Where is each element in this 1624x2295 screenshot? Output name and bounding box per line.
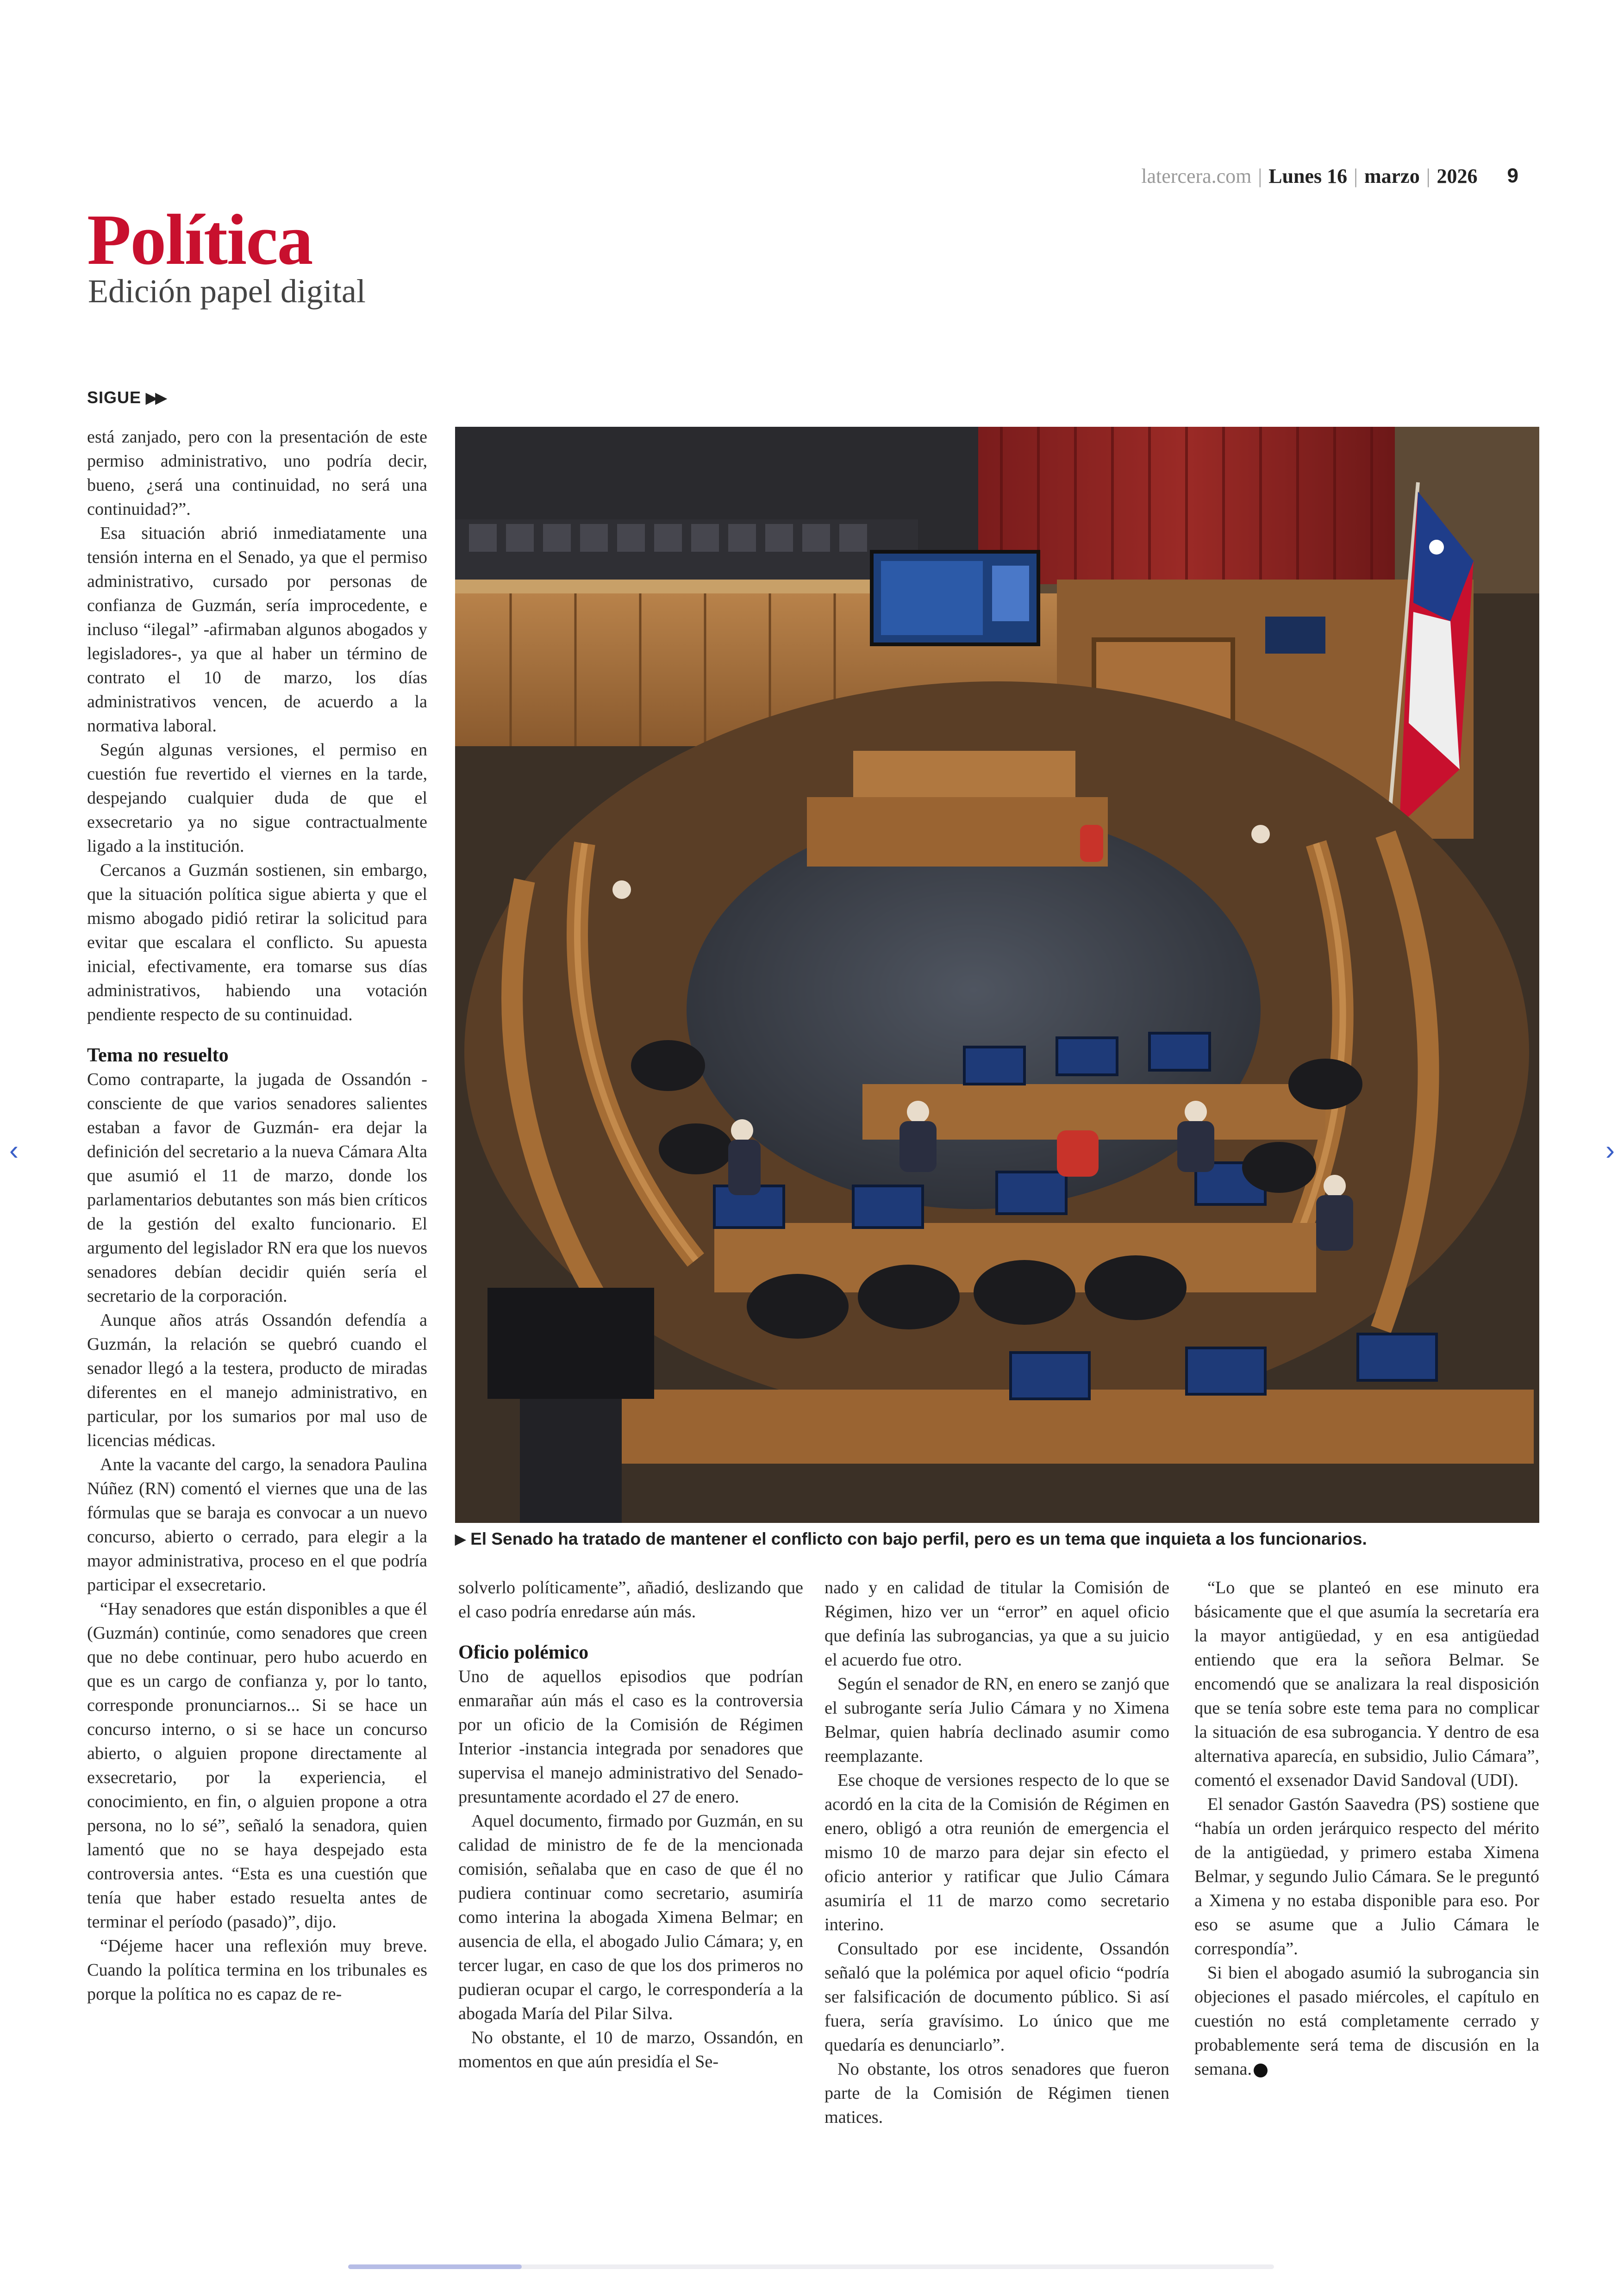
paragraph: Uno de aquellos episodios que podrían enmarañar aún más el caso es la controversia por un oficio de la Comisión de Régimen Interior -instancia integrada por senadores que supervisa el manejo administrativo del Senado- presuntamente acordado el 27 de enero. (458, 1667, 803, 1807)
double-arrow-icon: ▶▶ (146, 389, 165, 406)
end-of-article-icon (1254, 2064, 1268, 2077)
next-page-chevron-icon[interactable]: › (1605, 1135, 1615, 1166)
separator: | (1354, 164, 1358, 187)
subheading: Tema no resuelto (87, 1045, 229, 1066)
previous-page-chevron-icon[interactable]: ‹ (9, 1135, 19, 1166)
paragraph: “Hay senadores que están disponibles a que él (Guzmán) continúe, como senadores que creen que no debe continuar, pero hubo acuerdo en que es un cargo de confianza y, por lo tanto, corresponde pronunciarnos... Si se hace un concurso interno, o si se hace un concurso abierto, o alguien propone directamente al exsecretario, por la experiencia, el conocimiento, en fin, o alguien propone a otra persona, no lo sé”, señaló la senadora, quien lamentó que no se haya despejado esta controversia antes. “Esta es una cuestión que tenía que haber estado resuelta antes de terminar el período (pasado)”, dijo. (87, 1599, 427, 1932)
section-title: Política (87, 200, 312, 280)
continued-label (87, 388, 165, 407)
paragraph: Esa situación abrió inmediatamente una tensión interna en el Senado, ya que el permiso administrativo, cursado por personas de confianza de Guzmán, sería improcedente, e incluso “ilegal” -afirmaban algunos abogados y legisladores-, ya que al haber un término de contrato el 10 de marzo, los días administrativos vencen, de acuerdo a la normativa laboral. (87, 524, 427, 736)
photo-caption (455, 1529, 1539, 1549)
caption-text: El Senado ha tratado de mantener el conflicto con bajo perfil, pero es un tema que inquieta a los funcionarios. (470, 1529, 1367, 1548)
paragraph: nado y en calidad de titular la Comisión de Régimen, hizo ver un “error” en aquel oficio que definía las subrogancias, ya que a su juicio el acuerdo fue otro. (824, 1578, 1169, 1670)
page-number: 9 (1507, 164, 1518, 187)
paragraph: Ese choque de versiones respecto de lo que se acordó en la cita de la Comisión de Régimen en enero, obligó a otra reunión de emergencia el mismo 10 de marzo para dejar sin efecto el oficio anterior y ratificar que Julio Cámara asumiría el 11 de marzo como secretario interino. (824, 1771, 1169, 1934)
paragraph: No obstante, los otros senadores que fueron parte de la Comisión de Régimen tienen matices. (824, 2059, 1169, 2127)
page-header (1141, 160, 1518, 192)
subheading: Oficio polémico (458, 1642, 589, 1663)
article-column-2 (458, 1576, 803, 2074)
paragraph (1194, 1961, 1539, 2081)
separator: | (1258, 164, 1262, 187)
paragraph: El senador Gastón Saavedra (PS) sostiene que “había un orden jerárquico respecto del mérito de la antigüedad, y primero estaba Ximena Belmar, y segundo Julio Cámara. Se le preguntó a Ximena y no estaba disponible para eso. Por eso se asume que a Julio Cámara le correspondía”. (1194, 1795, 1539, 1958)
article-column-1 (87, 425, 427, 2006)
separator: | (1426, 164, 1430, 187)
paragraph: Aunque años atrás Ossandón defendía a Guzmán, la relación se quebró cuando el senador llegó a la testera, producto de miradas diferentes en el manejo administrativo, en particular, por los sumarios por mal uso de licencias médicas. (87, 1310, 427, 1450)
site-name[interactable]: latercera.com (1141, 164, 1252, 187)
date-month: marzo (1364, 164, 1420, 187)
paragraph: Según el senador de RN, en enero se zanjó que el subrogante sería Julio Cámara y no Ximena Belmar, quien habría declinado asumir como reemplazante. (824, 1674, 1169, 1766)
article-column-3 (824, 1576, 1169, 2129)
paragraph: Cercanos a Guzmán sostienen, sin embargo, que la situación política sigue abierta y que el mismo abogado pidió retirar la solicitud para evitar que escalara el conflicto. Su apuesta inicial, efectivamente, era tomarse sus días administrativos, habiendo una votación pendiente respecto de su continuidad. (87, 861, 427, 1024)
paragraph: Según algunas versiones, el permiso en cuestión fue revertido el viernes en la tarde, despejando cualquier duda de que el exsecretario ya no sigue contractualmente ligado a la institución. (87, 740, 427, 856)
senate-chamber-illustration (455, 427, 1539, 1523)
paragraph: solverlo políticamente”, añadió, deslizando que el caso podría enredarse aún más. (458, 1578, 803, 1621)
paragraph: “Déjeme hacer una reflexión muy breve. Cuando la política termina en los tribunales es porque la política no es capaz de re- (87, 1936, 427, 2004)
caption-arrow-icon: ▶ (455, 1531, 466, 1547)
paragraph: No obstante, el 10 de marzo, Ossandón, en momentos en que aún presidía el Se- (458, 2028, 803, 2071)
date-day: Lunes 16 (1268, 164, 1348, 187)
paragraph: Consultado por ese incidente, Ossandón señaló que la polémica por aquel oficio “podría ser falsificación de documento público. Si así fuera, sería gravísimo. Lo único que me quedaría es denunciarlo”. (824, 1939, 1169, 2055)
paragraph-text: Si bien el abogado asumió la subrogancia sin objeciones el pasado miércoles, el capítulo en cuestión no está completamente cerrado y probablemente será tema de discusión en la semana. (1194, 1963, 1539, 2079)
paragraph: Como contraparte, la jugada de Ossandón -consciente de que varios senadores salientes estaban a favor de Guzmán- era dejar la definición del secretario a la nueva Cámara Alta que asumió el 11 de marzo, donde los parlamentarios debutantes son más bien críticos de la gestión del exalto funcionario. El argumento del legislador RN era que los nuevos senadores debían decidir quién sería el secretario de la corporación. (87, 1070, 427, 1306)
section-subtitle: Edición papel digital (88, 273, 366, 310)
paragraph: “Lo que se planteó en ese minuto era básicamente que el que asumía la secretaría era la mayor antigüedad, y en esa antigüedad entiendo que era la señora Belmar. Se encomendó que se analizara la real disposición que se tenía sobre este tema para no complicar la situación de esa subrogancia. Y dentro de esa alternativa aparecía, en subsidio, Julio Cámara”, comentó el exsenador David Sandoval (UDI). (1194, 1578, 1539, 1790)
continued-text: SIGUE (87, 388, 142, 407)
page-scroll-thumb[interactable] (348, 2264, 522, 2269)
senate-chamber-photo (455, 427, 1539, 1523)
date-year: 2026 (1437, 164, 1478, 187)
paragraph: Aquel documento, firmado por Guzmán, en su calidad de ministro de fe de la mencionada comisión, señalaba que en caso de que él no pudiera continuar como secretario, asumiría como interina la abogada Ximena Belmar; en ausencia de ella, el abogado Julio Cámara; y, en tercer lugar, en caso de que los dos primeros no pudieran ocupar el cargo, le correspondería a la abogada María del Pilar Silva. (458, 1811, 803, 2023)
paragraph: está zanjado, pero con la presentación de este permiso administrativo, uno podría decir, bueno, ¿será una continuidad, no será una continuidad?”. (87, 427, 427, 519)
article-column-4 (1194, 1576, 1539, 2081)
paragraph: Ante la vacante del cargo, la senadora Paulina Núñez (RN) comentó el viernes que una de las fórmulas que se baraja es convocar a un nuevo concurso, abierto o cerrado, para elegir a la mayor administrativa, proceso en el que podría participar el exsecretario. (87, 1455, 427, 1595)
